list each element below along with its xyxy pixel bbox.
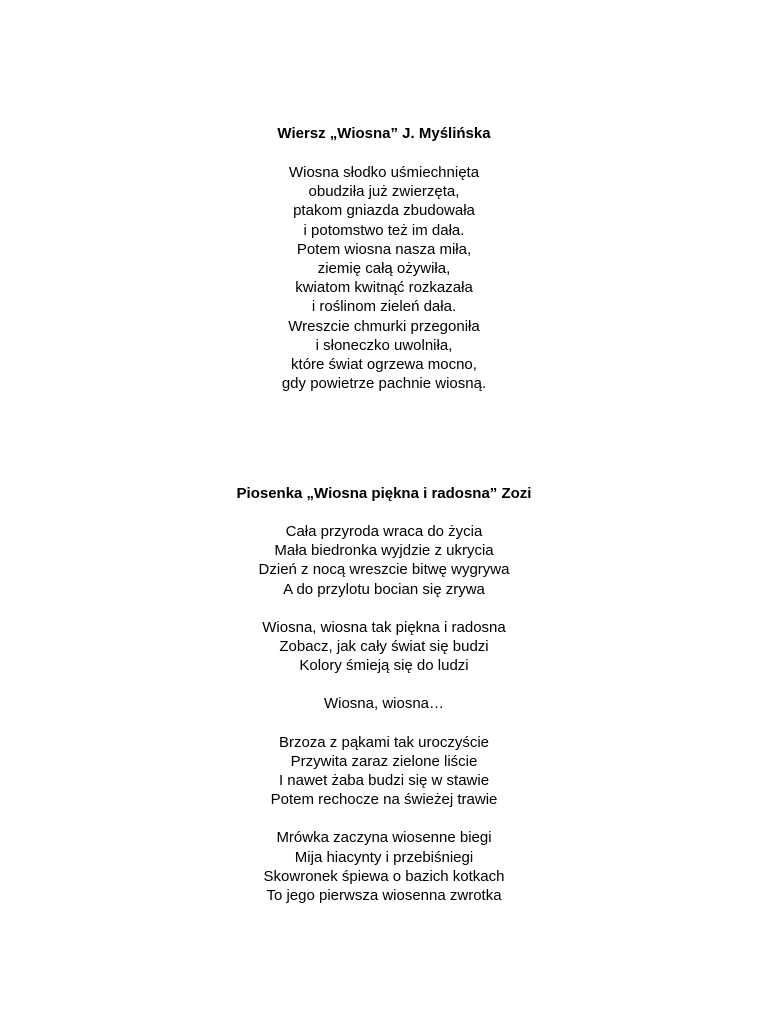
poem-section (0, 124, 768, 393)
song-chorus-repeat (0, 694, 768, 713)
song-stanza-2 (0, 733, 768, 810)
song-line: Mrówka zaczyna wiosenne biegi (276, 829, 492, 847)
song-line: To jego pierwsza wiosenna zwrotka (266, 887, 502, 905)
song-stanza-3 (0, 828, 768, 905)
poem-line: i słoneczko uwolniła, (315, 336, 453, 354)
song-title: Piosenka „Wiosna piękna i radosna” Zozi (236, 485, 532, 502)
song-line: Skowronek śpiewa o bazich kotkach (263, 867, 505, 885)
poem-stanza (0, 163, 768, 393)
song-line: A do przylotu bocian się zrywa (283, 580, 485, 598)
poem-line: i potomstwo też im dała. (303, 221, 465, 239)
song-line: Cała przyroda wraca do życia (285, 523, 483, 540)
song-stanza-1 (0, 522, 768, 599)
poem-line: i roślinom zieleń dała. (311, 298, 457, 316)
poem-title: Wiersz „Wiosna” J. Myślińska (277, 125, 491, 142)
poem-line: Potem wiosna nasza miła, (296, 240, 472, 258)
song-line: I nawet żaba budzi się w stawie (278, 772, 490, 790)
song-line: Mija hiacynty i przebiśniegi (294, 848, 474, 866)
song-line: Brzoza z pąkami tak uroczyście (278, 733, 490, 751)
poem-line: obudziła już zwierzęta, (308, 183, 460, 201)
poem-line: Wreszcie chmurki przegoniła (288, 317, 480, 335)
poem-line: które świat ogrzewa mocno, (291, 356, 477, 374)
song-line: Kolory śmieją się do ludzi (299, 657, 469, 675)
song-line: Wiosna, wiosna tak piękna i radosna (262, 618, 506, 636)
song-section (0, 484, 768, 905)
song-line: Zobacz, jak cały świat się budzi (279, 638, 489, 656)
song-line: Wiosna, wiosna… (323, 695, 445, 713)
poem-line: gdy powietrze pachnie wiosną. (281, 375, 487, 393)
poem-line: kwiatom kwitnąć rozkazała (295, 279, 473, 297)
song-line: Przywita zaraz zielone liście (290, 752, 478, 770)
poem-line: ptakom gniazda zbudowała (293, 202, 475, 220)
song-chorus (0, 618, 768, 676)
song-line: Potem rechocze na świeżej trawie (270, 791, 498, 809)
song-line: Mała biedronka wyjdzie z ukrycia (274, 542, 494, 560)
poem-line: ziemię całą ożywiła, (317, 260, 451, 278)
song-line: Dzień z nocą wreszcie bitwę wygrywa (258, 561, 510, 579)
poem-line: Wiosna słodko uśmiechnięta (288, 164, 480, 181)
